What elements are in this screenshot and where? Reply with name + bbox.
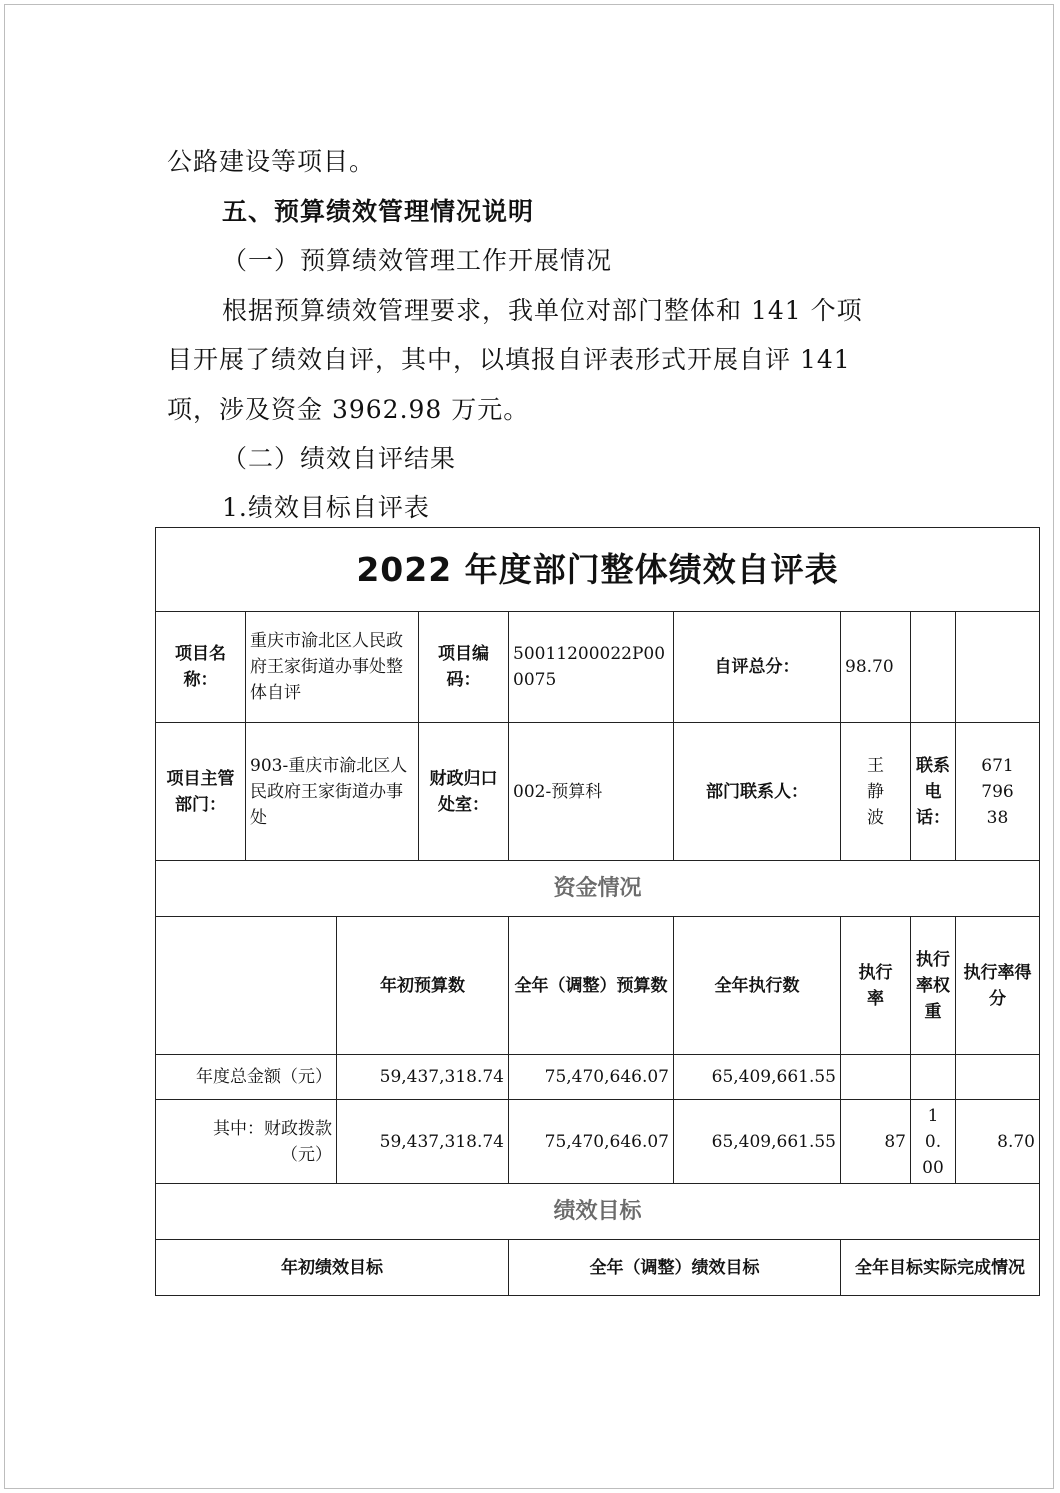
fiscal-rate-weight: 10.00 [911, 1100, 956, 1184]
total-score-value: 98.70 [841, 612, 911, 723]
subsection-heading: （二）绩效自评结果 [222, 444, 457, 473]
contact-value: 王静波 [841, 723, 911, 861]
contact-label: 部门联系人： [674, 723, 841, 861]
goals-section-header: 绩效目标 [156, 1184, 1040, 1240]
empty-cell [911, 612, 956, 723]
adjusted-budget-header: 全年（调整）预算数 [509, 917, 674, 1055]
initial-budget-header: 年初预算数 [337, 917, 509, 1055]
finance-office-value: 002-预算科 [509, 723, 674, 861]
paragraph-text: 公路建设等项目。 [167, 147, 376, 176]
fiscal-execution-rate: 87 [841, 1100, 911, 1184]
fiscal-appropriation-label: 其中：财政拨款（元） [156, 1100, 337, 1184]
evaluation-table [155, 527, 1040, 1296]
total-rate-score [956, 1055, 1040, 1100]
paragraph-text: 根据预算绩效管理要求，我单位对部门整体和 141 个项 [222, 296, 863, 325]
total-score-label: 自评总分： [674, 612, 841, 723]
total-rate-weight [911, 1055, 956, 1100]
fiscal-executed: 65,409,661.55 [674, 1100, 841, 1184]
fiscal-adjusted-budget: 75,470,646.07 [509, 1100, 674, 1184]
adjusted-goals-header: 全年（调整）绩效目标 [509, 1240, 841, 1296]
department-value: 903-重庆市渝北区人民政府王家街道办事处 [246, 723, 419, 861]
fiscal-rate-score: 8.70 [956, 1100, 1040, 1184]
phone-label: 联系电话： [911, 723, 956, 861]
rate-score-header: 执行率得分 [956, 917, 1040, 1055]
phone-value: 67179638 [956, 723, 1040, 861]
fiscal-initial-budget: 59,437,318.74 [337, 1100, 509, 1184]
initial-goals-header: 年初绩效目标 [156, 1240, 509, 1296]
project-name-value: 重庆市渝北区人民政府王家街道办事处整体自评 [246, 612, 419, 723]
empty-cell [156, 917, 337, 1055]
section-heading: 五、预算绩效管理情况说明 [222, 197, 535, 226]
paragraph-text: 项，涉及资金 3962.98 万元。 [167, 395, 530, 424]
total-adjusted-budget: 75,470,646.07 [509, 1055, 674, 1100]
finance-office-label: 财政归口处室： [419, 723, 509, 861]
funds-section-header: 资金情况 [156, 861, 1040, 917]
execution-rate-header: 执行率 [841, 917, 911, 1055]
project-code-value: 50011200022P000075 [509, 612, 674, 723]
empty-cell [956, 612, 1040, 723]
subsection-heading: 1.绩效目标自评表 [222, 493, 430, 522]
actual-completion-header: 全年目标实际完成情况 [841, 1240, 1040, 1296]
department-label: 项目主管部门： [156, 723, 246, 861]
total-execution-rate [841, 1055, 911, 1100]
total-initial-budget: 59,437,318.74 [337, 1055, 509, 1100]
executed-header: 全年执行数 [674, 917, 841, 1055]
total-executed: 65,409,661.55 [674, 1055, 841, 1100]
rate-weight-header: 执行率权重 [911, 917, 956, 1055]
paragraph-text: 目开展了绩效自评，其中，以填报自评表形式开展自评 141 [167, 345, 851, 374]
subsection-heading: （一）预算绩效管理工作开展情况 [222, 246, 613, 275]
table-title: 2022 年度部门整体绩效自评表 [156, 528, 1040, 612]
total-amount-label: 年度总金额（元） [156, 1055, 337, 1100]
project-name-label: 项目名称： [156, 612, 246, 723]
project-code-label: 项目编码： [419, 612, 509, 723]
